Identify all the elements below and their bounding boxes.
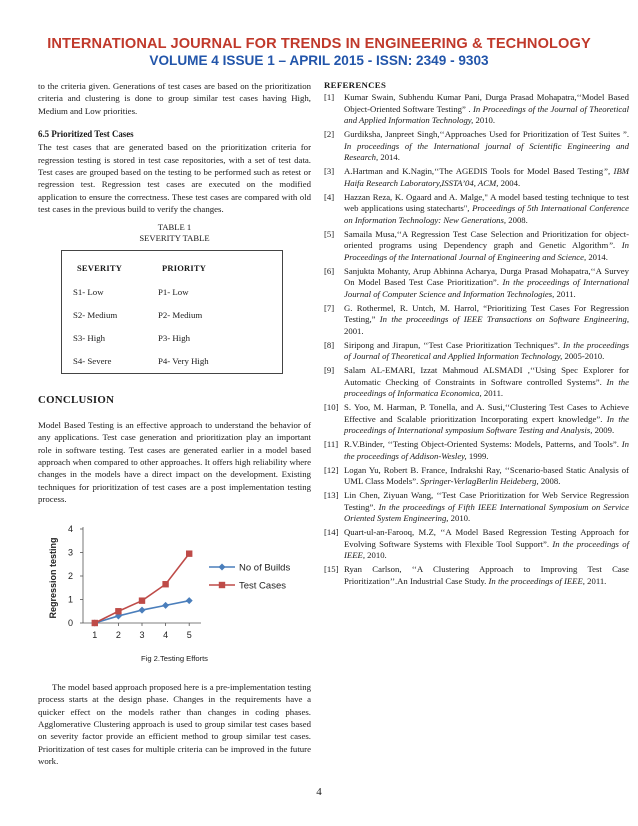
reference-number: [6] <box>324 265 335 276</box>
y-tick-label: 4 <box>67 523 73 534</box>
section-paragraph: The test cases that are generated based on the prioritization criteria for regression testing is stored in test case repositories, with a set of test data. Test cases are grouped based on the testing to be performed such as retest or regression test. Regression test cases are executed on the modified application to ensure the correctness. These test cases are compared with old test cases in the previous build to verify the changes. <box>38 142 311 215</box>
reference-number: [13] <box>324 490 339 500</box>
reference-year: 2010. <box>473 115 496 125</box>
reference-number: [9] <box>324 365 335 375</box>
legend-marker <box>219 563 226 570</box>
severity-table <box>61 250 283 374</box>
y-tick-label: 0 <box>67 617 73 628</box>
left-column <box>38 80 311 768</box>
reference-text: Kumar Swain, Subhendu Kumar Pani, Durga Prasad Mohapatra,‘‘Model Based Object-Oriented Software Testing” . <box>344 92 629 114</box>
conclusion-paragraph: Model Based Testing is an effective approach to understand the behavior of any applications. Test case generation and prioritization play an important role in software testing. Test cases are generated earlier in a model based approach when compared to other approaches. It offers high reliability where changes in the models have a direct impact on the development. Existing techniques for prioritization of test cases are a post implementation testing process. <box>38 419 311 505</box>
reference-text: Lin Chen, Ziyuan Wang, ‘‘Test Case Prioritization for Web Service Regression Testing”. <box>344 490 629 512</box>
reference-source: In proceedings of the International journal of Scientific Engineering and Research, <box>344 140 629 162</box>
reference-text: A.Hartman and K.Nagin,‘‘The AGEDIS Tools for Model Based Testing <box>344 166 604 176</box>
reference-text: Siripong and Jirapun, ‘‘Test Case Prioritization Techniques”. <box>344 339 563 350</box>
reference-item <box>324 303 629 338</box>
data-point <box>186 597 193 604</box>
x-tick-label: 3 <box>139 629 145 640</box>
reference-source: In the proceedings of International symposium Software Testing and Analysis, <box>344 413 629 435</box>
reference-year: 2011. <box>554 288 576 299</box>
reference-text: Ryan Carlson, ‘‘A Clustering Approach to Improving Test Case Prioritization’’.An Industrial Case Study. <box>344 564 629 586</box>
reference-year: 2014. <box>378 152 400 162</box>
reference-item <box>324 129 629 164</box>
reference-number: [4] <box>324 191 335 202</box>
data-point <box>139 606 146 613</box>
reference-number: [14] <box>324 527 339 537</box>
reference-item <box>324 490 629 525</box>
reference-number: [12] <box>324 464 339 475</box>
y-tick-label: 1 <box>67 594 73 605</box>
reference-number: [10] <box>324 402 339 412</box>
reference-text: Salam AL-EMARI, Izzat Mahmoud ALSMADI ,‘‘Using Spec Explorer for Automatic Checking of Constraints in Software controlled Systems”. <box>344 365 629 387</box>
table-number: TABLE 1 <box>157 221 192 232</box>
reference-year: 2008. <box>538 476 561 486</box>
reference-item <box>324 92 629 127</box>
reference-number: [1] <box>324 92 335 102</box>
reference-source: Proceedings of 5th International Conference on Information Technology: New Generations, <box>344 203 629 225</box>
reference-year: 2004. <box>498 177 521 188</box>
reference-source: In the proceedings of IEEE, <box>488 575 585 586</box>
reference-source: In the proceedings of IEEE Transactions on Software Engineering, <box>379 314 629 324</box>
reference-number: [11] <box>324 439 339 449</box>
x-tick-label: 5 <box>186 629 192 640</box>
reference-source: In the proceedings of Informatica Economica, <box>344 376 629 398</box>
conclusion-heading: CONCLUSION <box>38 393 115 406</box>
data-point <box>162 581 168 587</box>
reference-text: Logan Yu, Robert B. France, Indrakshi Ray, ‘‘Scenario-based Static Analysis of UML Class Models”. <box>344 464 629 486</box>
reference-item <box>324 266 629 301</box>
reference-number: [5] <box>324 228 335 239</box>
table-cell: P2- Medium <box>158 310 203 321</box>
y-axis-label: Regression testing <box>48 537 58 619</box>
right-column <box>324 80 629 590</box>
reference-number: [2] <box>324 129 335 139</box>
reference-year: 2011. <box>584 575 607 586</box>
x-tick-label: 1 <box>92 629 98 640</box>
reference-year: 2005-2010. <box>562 351 605 361</box>
data-point <box>186 550 192 556</box>
reference-text: Sanjukta Mohanty, Arup Abhinna Acharya, Durga Prasad Mohapatra,‘‘A Survey On Model Based Test Case Prioritization”. <box>344 265 629 287</box>
reference-item <box>324 465 629 488</box>
figure-caption: Fig 2.Testing Efforts <box>141 653 208 663</box>
legend-label: No of Builds <box>239 562 291 574</box>
table-header-severity: SEVERITY <box>77 262 123 273</box>
reference-item <box>324 564 629 587</box>
reference-text: Samaila Musa,‘‘A Regression Test Case Selection and Prioritization for object-oriented programs using Dependency graph and Genetic Algorithm <box>344 228 629 250</box>
reference-number: [15] <box>324 564 339 574</box>
table-title: SEVERITY TABLE <box>139 233 210 244</box>
table-row <box>62 281 283 304</box>
reference-number: [3] <box>324 166 335 176</box>
reference-source: In the proceedings of Journal of Theoretical and Applied Information Technology, <box>344 339 629 361</box>
reference-year: 2010. <box>448 513 471 523</box>
reference-text: Quart-ul-an-Farooq, M.Z, ‘‘A Model Based Regression Testing Approach for Evolving Software Systems with Flexible Tool Support”. <box>344 527 629 549</box>
reference-year: 2010. <box>365 550 387 560</box>
y-tick-label: 2 <box>67 570 73 581</box>
page-number: 4 <box>316 786 322 798</box>
reference-source: ”. In Proceedings of the International Journal of Engineering and Science, <box>344 240 629 262</box>
reference-source: In the proceedings of IEEE, <box>344 538 629 560</box>
reference-source: ”, IBM Haifa Research Laboratory,ISSTA’04, ACM, <box>344 166 629 188</box>
reference-text: R.V.Binder, ‘‘Testing Object-Oriented Systems: Models, Patterns, and Tools”. <box>344 439 622 449</box>
x-tick-label: 4 <box>163 629 169 640</box>
reference-number: [7] <box>324 302 335 313</box>
table-cell: S1- Low <box>73 287 104 298</box>
reference-item <box>324 527 629 562</box>
reference-item <box>324 439 629 462</box>
legend-label: Test Cases <box>239 580 286 592</box>
table-row <box>62 304 283 327</box>
table-row <box>62 350 283 374</box>
issue-line: VOLUME 4 ISSUE 1 – APRIL 2015 - ISSN: 2349 - 9303 <box>149 53 489 68</box>
data-point <box>115 608 121 614</box>
reference-text: S. Yoo, M. Harman, P. Tonella, and A. Susi,‘‘Clustering Test Cases to Achieve Effective and Scalable prioritization Incorporating expert knowledge”. <box>344 402 629 424</box>
reference-item <box>324 166 629 189</box>
reference-year: 1999. <box>466 450 489 461</box>
chart-svg <box>43 521 305 649</box>
reference-item <box>324 229 629 264</box>
reference-text: Hazzan Reza, K. Ogaard and A. Malge," A model based testing technique to test web applications using statecharts", <box>344 191 629 213</box>
reference-year: 2009. <box>592 425 615 435</box>
reference-list <box>324 92 629 587</box>
reference-item <box>324 402 629 437</box>
reference-source: In the proceedings of International Journal of Computer Science and Information Technologies, <box>344 277 629 299</box>
table-cell: P1- Low <box>158 287 189 298</box>
testing-efforts-chart <box>43 521 305 649</box>
reference-year: 2001. <box>344 325 364 336</box>
table-cell: P3- High <box>158 333 191 344</box>
table-cell: P4- Very High <box>158 356 209 367</box>
table-header-priority: PRIORITY <box>162 262 207 273</box>
reference-text: Gurdiksha, Janpreet Singh,‘‘Approaches Used for Prioritization of Test Suites ”. <box>344 129 629 139</box>
data-point <box>162 602 169 609</box>
table-row <box>62 327 283 350</box>
reference-item <box>324 192 629 227</box>
reference-item <box>324 340 629 363</box>
references-heading: REFERENCES <box>324 80 387 90</box>
y-tick-label: 3 <box>67 547 73 558</box>
table-caption <box>38 222 311 245</box>
reference-year: 2011. <box>481 388 504 398</box>
reference-source: In the proceedings of Addison-Wesley, <box>344 439 629 461</box>
reference-source: In Proceedings of the Journal of Theoretical and Applied Information Technology, <box>344 103 629 125</box>
section-heading: 6.5 Prioritized Test Cases <box>38 129 134 140</box>
table-cell: S4- Severe <box>73 356 112 367</box>
intro-paragraph: to the criteria given. Generations of test cases are based on the prioritization criteria and clustering is done to group similar test cases having High, Medium and Low priorities. <box>38 81 311 116</box>
data-point <box>92 619 98 625</box>
journal-title: INTERNATIONAL JOURNAL FOR TRENDS IN ENGINEERING & TECHNOLOGY <box>47 36 591 52</box>
legend-marker <box>219 581 225 587</box>
reference-text: G. Rothermel, R. Untch, M. Harrol, “Prioritizing Test Cases For Regression Testing,” <box>344 302 629 324</box>
reference-year: 2008. <box>506 214 528 225</box>
table-cell: S3- High <box>73 333 106 344</box>
reference-source: Springer-VerlagBerlin Heideberg, <box>420 476 539 486</box>
table-cell: S2- Medium <box>73 310 118 321</box>
reference-source: In the proceedings of Fifth IEEE International Symposium on Service Oriented System Engineering, <box>344 501 629 523</box>
data-point <box>139 597 145 603</box>
reference-number: [8] <box>324 339 335 350</box>
closing-paragraph: The model based approach proposed here is a pre-implementation testing process starts at the design phase. Changes in the requirements have a quicker effect on the models rather than changes in coding phases. Agglomerative Clustering approach is used to group similar test cases based on severity factor provide an efficient method to group similar test cases. Prioritization of test cases for multiple criteria can be improved in the future work. <box>38 681 311 767</box>
reference-item <box>324 365 629 400</box>
x-tick-label: 2 <box>115 629 121 640</box>
reference-year: 2014. <box>586 251 608 262</box>
